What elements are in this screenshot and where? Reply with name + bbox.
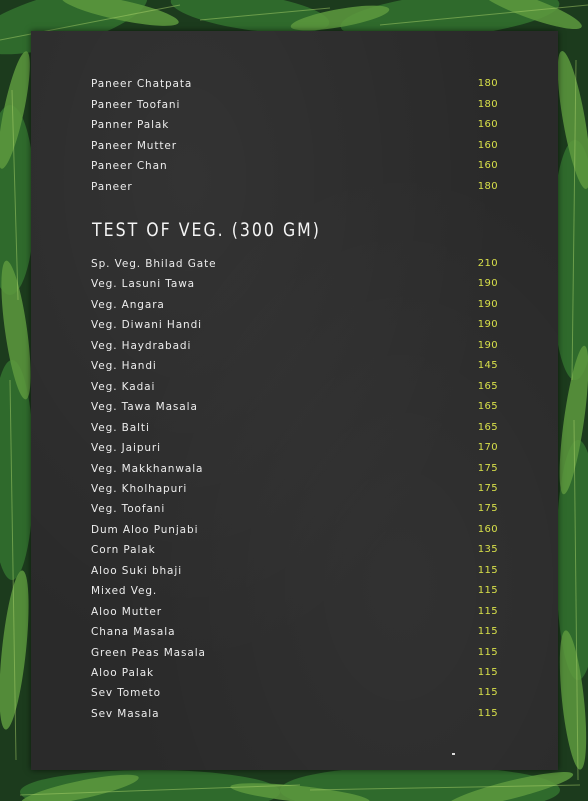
- menu-item-price: 180: [477, 98, 498, 110]
- menu-item-price: 165: [477, 401, 498, 413]
- menu-item-price: 180: [477, 180, 498, 192]
- menu-item-price: 190: [477, 319, 498, 331]
- menu-item-name: Veg. Haydrabadi: [91, 339, 192, 352]
- menu-item-row: [91, 340, 498, 356]
- menu-item-price: 175: [477, 482, 498, 494]
- menu-item-row: [91, 708, 498, 724]
- menu-item-row: [91, 181, 498, 197]
- menu-item-row: [91, 442, 498, 458]
- menu-item-name: Sp. Veg. Bhilad Gate: [91, 258, 217, 270]
- menu-item-row: [91, 585, 498, 601]
- menu-item-price: 115: [477, 707, 498, 719]
- menu-item-name: Paneer Mutter: [91, 139, 177, 152]
- menu-item-price: 160: [477, 160, 498, 171]
- menu-item-row: [91, 319, 498, 335]
- menu-item-row: [91, 99, 498, 115]
- menu-item-price: 115: [477, 605, 498, 617]
- menu-item-name: Panner Palak: [91, 119, 170, 131]
- menu-item-price: 165: [477, 421, 498, 433]
- menu-item-price: 190: [477, 339, 498, 351]
- menu-item-row: [91, 119, 498, 135]
- menu-item-price: 160: [477, 139, 498, 151]
- menu-item-name: Paneer Toofani: [91, 98, 181, 111]
- menu-item-row: [91, 483, 498, 499]
- menu-item-price: 115: [477, 667, 498, 678]
- menu-item-row: [91, 78, 498, 94]
- menu-item-name: Veg. Lasuni Tawa: [91, 278, 196, 291]
- menu-item-name: Veg. Angara: [91, 298, 165, 311]
- menu-item-row: [91, 422, 498, 438]
- menu-item-price: 115: [477, 585, 498, 597]
- menu-item-row: [91, 278, 498, 294]
- menu-item-price: 180: [477, 78, 498, 89]
- menu-item-row: [91, 606, 498, 622]
- section-heading: TEST OF VEG. (300 GM): [92, 219, 321, 241]
- menu-item-name: Veg. Tawa Masala: [91, 401, 198, 414]
- menu-item-price: 175: [477, 503, 498, 515]
- menu-item-price: 160: [477, 119, 498, 130]
- menu-item-row: [91, 258, 498, 274]
- menu-item-row: [91, 381, 498, 397]
- menu-item-price: 190: [477, 298, 498, 310]
- menu-item-price: 210: [477, 258, 498, 269]
- menu-item-price: 190: [477, 278, 498, 290]
- menu-item-row: [91, 544, 498, 560]
- menu-item-price: 115: [477, 646, 498, 658]
- menu-item-price: 145: [477, 360, 498, 372]
- menu-item-row: [91, 647, 498, 663]
- menu-item-price: 115: [477, 564, 498, 576]
- menu-item-row: [91, 565, 498, 581]
- menu-item-row: [91, 140, 498, 156]
- menu-item-row: [91, 524, 498, 540]
- menu-item-price: 175: [477, 462, 498, 474]
- menu-item-row: [91, 401, 498, 417]
- menu-item-row: [91, 360, 498, 376]
- menu-item-name: Veg. Balti: [91, 421, 150, 434]
- menu-item-name: Mixed Veg.: [91, 585, 158, 598]
- menu-item-name: Aloo Suki bhaji: [91, 564, 183, 577]
- menu-item-name: Veg. Kadai: [91, 380, 156, 393]
- menu-item-row: [91, 299, 498, 315]
- menu-item-name: Aloo Palak: [91, 667, 155, 679]
- menu-item-row: [91, 160, 498, 176]
- chalk-speck: [452, 753, 455, 755]
- menu-item-name: Veg. Toofani: [91, 503, 166, 516]
- menu-item-name: Paneer: [91, 180, 133, 193]
- menu-item-name: Sev Tometo: [91, 687, 161, 700]
- menu-item-price: 115: [477, 626, 498, 638]
- menu-item-name: Veg. Makkhanwala: [91, 462, 204, 475]
- menu-item-row: [91, 503, 498, 519]
- menu-item-price: 160: [477, 523, 498, 535]
- menu-item-name: Veg. Jaipuri: [91, 442, 161, 455]
- menu-item-name: Dum Aloo Punjabi: [91, 523, 199, 536]
- menu-item-name: Veg. Handi: [91, 360, 157, 373]
- menu-item-name: Sev Masala: [91, 707, 160, 720]
- menu-item-row: [91, 667, 498, 683]
- menu-item-name: Paneer Chan: [91, 160, 168, 172]
- menu-item-price: 170: [477, 442, 498, 454]
- menu-item-name: Paneer Chatpata: [91, 78, 193, 90]
- menu-item-price: 115: [477, 687, 498, 699]
- menu-item-row: [91, 463, 498, 479]
- menu-item-name: Chana Masala: [91, 626, 176, 639]
- menu-item-price: 165: [477, 380, 498, 392]
- menu-item-price: 135: [477, 544, 498, 556]
- menu-item-name: Veg. Diwani Handi: [91, 319, 202, 332]
- menu-item-name: Veg. Kholhapuri: [91, 482, 188, 495]
- menu-item-name: Aloo Mutter: [91, 605, 162, 618]
- menu-item-name: Corn Palak: [91, 544, 156, 557]
- menu-item-row: [91, 687, 498, 703]
- menu-item-row: [91, 626, 498, 642]
- menu-item-name: Green Peas Masala: [91, 646, 206, 659]
